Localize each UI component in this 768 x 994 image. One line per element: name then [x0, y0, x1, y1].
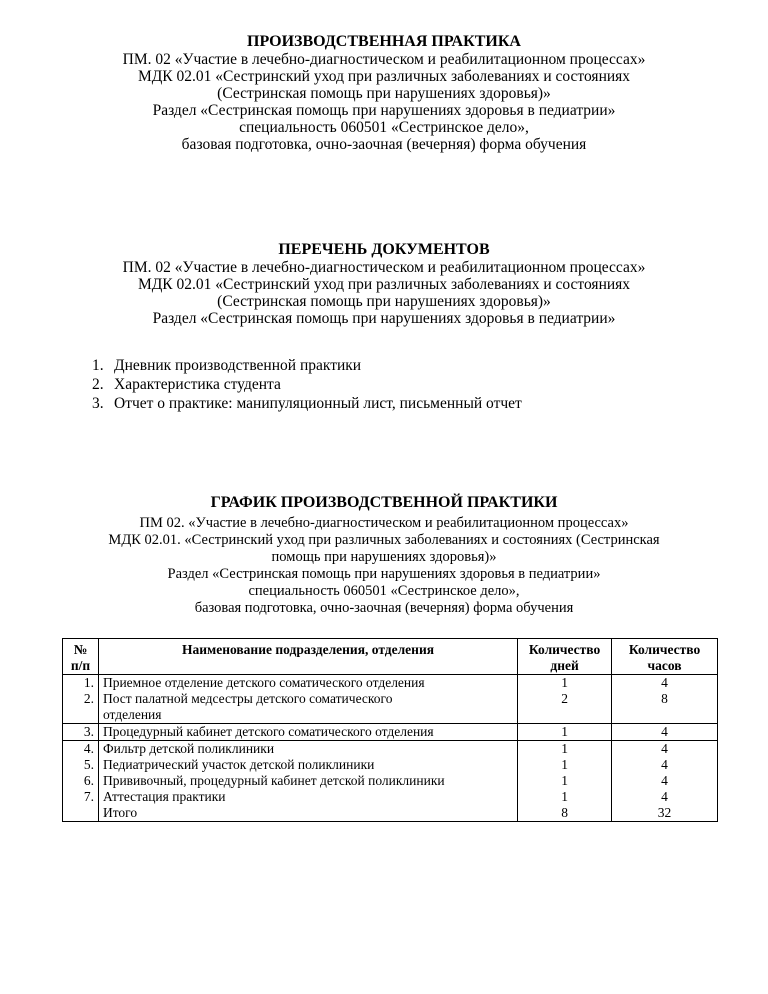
row-days: 1: [518, 741, 612, 758]
section1-line: специальность 060501 «Сестринское дело»,: [239, 119, 529, 136]
header-days: Количество дней: [518, 639, 612, 675]
total-number: [63, 805, 99, 822]
section3-line: ПМ 02. «Участие в лечебно-диагностическом и реабилитационном процессах»: [139, 515, 629, 531]
row-department: Фильтр детской поликлиники: [98, 741, 517, 758]
section1-line: базовая подготовка, очно-заочная (вечерняя) форма обучения: [181, 136, 587, 153]
row-number: 1.: [63, 675, 99, 692]
row-department: Пост палатной медсестры детского соматического отделения: [98, 691, 517, 724]
row-hours: 4: [612, 789, 718, 805]
row-number: 7.: [63, 789, 99, 805]
section1-line: (Сестринская помощь при нарушениях здоровья)»: [217, 85, 551, 102]
schedule-table: [62, 638, 718, 822]
row-number: 5.: [63, 757, 99, 773]
section-practice-header: [0, 32, 768, 153]
header-department: Наименование подразделения, отделения: [98, 639, 517, 675]
section3-line: помощь при нарушениях здоровья)»: [271, 549, 497, 565]
table-row: [63, 741, 718, 758]
section2-line: МДК 02.01 «Сестринский уход при различных заболеваниях и состояниях: [137, 276, 631, 293]
row-hours: 4: [612, 773, 718, 789]
row-hours: 4: [612, 724, 718, 741]
section3-line: МДК 02.01. «Сестринский уход при различных заболеваниях и состояниях (Сестринская: [108, 532, 660, 548]
document-item: [92, 375, 522, 394]
total-days: 8: [518, 805, 612, 822]
table-row: [63, 773, 718, 789]
total-hours: 32: [612, 805, 718, 822]
total-label: Итого: [98, 805, 517, 822]
table-header-row: [63, 639, 718, 675]
table-row: [63, 757, 718, 773]
table-row: [63, 789, 718, 805]
section3-title: ГРАФИК ПРОИЗВОДСТВЕННОЙ ПРАКТИКИ: [210, 494, 558, 511]
section1-line: ПМ. 02 «Участие в лечебно-диагностическом и реабилитационном процессах»: [122, 51, 646, 68]
row-number: 6.: [63, 773, 99, 789]
row-number: 3.: [63, 724, 99, 741]
row-department: Приемное отделение детского соматического отделения: [98, 675, 517, 692]
row-days: 1: [518, 724, 612, 741]
row-department: Прививочный, процедурный кабинет детской поликлиники: [98, 773, 517, 789]
table-total-row: [63, 805, 718, 822]
row-department: Аттестация практики: [98, 789, 517, 805]
row-hours: 8: [612, 691, 718, 724]
document-text: Отчет о практике: манипуляционный лист, письменный отчет: [114, 395, 522, 412]
section3-line: базовая подготовка, очно-заочная (вечерняя) форма обучения: [194, 600, 574, 616]
row-hours: 4: [612, 741, 718, 758]
section1-line: МДК 02.01 «Сестринский уход при различных заболеваниях и состояниях: [137, 68, 631, 85]
row-days: 1: [518, 675, 612, 692]
document-number: 1.: [92, 357, 104, 374]
header-hours: Количество часов: [612, 639, 718, 675]
row-number: 4.: [63, 741, 99, 758]
document-text: Дневник производственной практики: [114, 357, 362, 374]
section-documents-header: [0, 240, 768, 327]
row-hours: 4: [612, 675, 718, 692]
section2-line: (Сестринская помощь при нарушениях здоровья)»: [217, 293, 551, 310]
section2-line: ПМ. 02 «Участие в лечебно-диагностическом и реабилитационном процессах»: [122, 259, 646, 276]
row-number: 2.: [63, 691, 99, 724]
row-department: Педиатрический участок детской поликлиники: [98, 757, 517, 773]
section3-line: специальность 060501 «Сестринское дело»,: [248, 583, 520, 599]
table-row: [63, 691, 718, 724]
row-department: Процедурный кабинет детского соматического отделения: [98, 724, 517, 741]
row-days: 1: [518, 757, 612, 773]
document-number: 3.: [92, 395, 104, 412]
row-days: 1: [518, 789, 612, 805]
row-hours: 4: [612, 757, 718, 773]
document-item: [92, 356, 522, 375]
section3-line: Раздел «Сестринская помощь при нарушениях здоровья в педиатрии»: [167, 566, 601, 582]
section1-title: ПРОИЗВОДСТВЕННАЯ ПРАКТИКА: [247, 33, 521, 50]
documents-list: [92, 356, 522, 413]
row-days: 1: [518, 773, 612, 789]
row-days: 2: [518, 691, 612, 724]
section2-title: ПЕРЕЧЕНЬ ДОКУМЕНТОВ: [278, 241, 490, 258]
table-row: [63, 675, 718, 692]
document-number: 2.: [92, 376, 104, 393]
document-item: [92, 394, 522, 413]
header-number: № п/п: [63, 639, 99, 675]
section2-line: Раздел «Сестринская помощь при нарушениях здоровья в педиатрии»: [152, 310, 616, 327]
section-schedule-header: [0, 493, 768, 617]
table-row: [63, 724, 718, 741]
section1-line: Раздел «Сестринская помощь при нарушениях здоровья в педиатрии»: [152, 102, 616, 119]
document-text: Характеристика студента: [114, 376, 281, 393]
